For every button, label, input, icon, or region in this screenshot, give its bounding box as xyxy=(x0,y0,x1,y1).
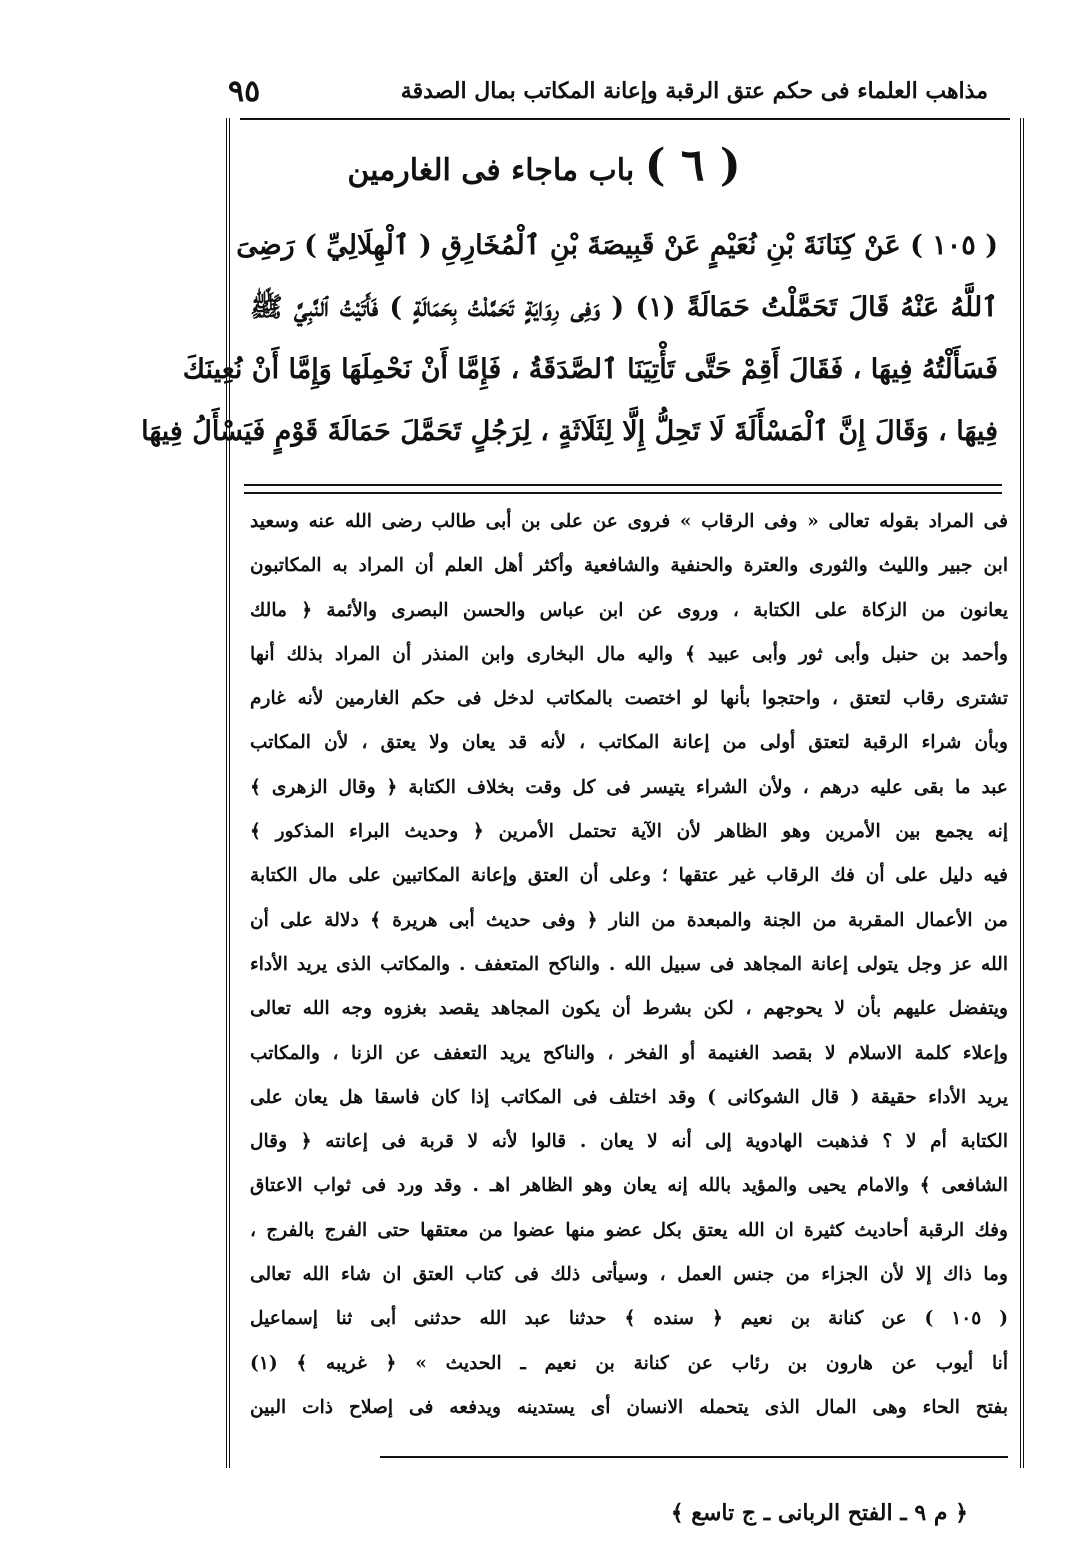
commentary-line: وإعلاء كلمة الاسلام لا بقصد الغنيمة أو الفخر ، والناكح يريد التعفف عن الزنا ، والمكاتب xyxy=(250,1042,1008,1064)
commentary-line: ( ١٠٥ ) عن كنانة بن نعيم ﴿ سنده ﴾ حدثنا عبد الله حدثنى أبى ثنا إسماعيل xyxy=(250,1308,1008,1330)
hadith-line: ٱللَّهُ عَنْهُ قَالَ تَحَمَّلْتُ حَمَالَةً (١) ( وَفِى رِوَايَةٍ تَحَمَّلْتُ بِحَمَالَةٍ ) فَأَتَيْتُ ٱلنَّبِيَّ ﷺ xyxy=(250,292,998,323)
commentary-line: وما ذاك إلا لأن الجزاء من جنس العمل ، وسيأتى ذلك فى كتاب العتق ان شاء الله تعالى xyxy=(250,1264,1008,1286)
commentary-line: يريد الأداء حقيقة ( قال الشوكانى ) وقد اختلف فى المكاتب إذا كان فاسقا هل يعان على xyxy=(250,1086,1008,1108)
hadith-text xyxy=(141,215,998,463)
commentary-line: ابن جبير والليث والثورى والعترة والحنفية والشافعية وأكثر أهل العلم أن المراد به المكاتبون xyxy=(250,555,1008,577)
commentary-line: الشافعى ﴾ والامام يحيى والمؤيد بالله إنه يعان وهو الظاهر اهـ . وقد ورد فى ثواب الاعتاق xyxy=(250,1175,1008,1197)
running-title: مذاهب العلماء فى حكم عتق الرقبة وإعانة المكاتب بمال الصدقة xyxy=(400,78,988,104)
commentary-line: فى المراد بقوله تعالى « وفى الرقاب » فروى عن على بن أبى طالب رضى الله عنه وسعيد xyxy=(250,511,1008,532)
commentary-line: فيه دليل على أن فك الرقاب غير عتقها ؛ وعلى أن العتق وإعانة المكاتبين على مال الكتابة xyxy=(250,865,1008,887)
commentary-line: وأحمد بن حنبل وأبى ثور وأبى عبيد ﴾ واليه مال البخارى وابن المنذر أن المراد بذلك أنها xyxy=(250,643,1008,665)
commentary-line: أنا أيوب عن هارون بن رئاب عن كنانة بن نعيم ـ الحديث » ﴿ غريبه ﴾ (١) xyxy=(250,1352,1008,1374)
hadith-line: فِيهَا ، وَقَالَ إِنَّ ٱلْمَسْأَلَةَ لَا تَحِلُّ إِلَّا لِثَلَاثَةٍ ، لِرَجُلٍ تَحَمَّلَ حَمَالَةَ قَوْمٍ فَيَسْأَلُ فِيهَا xyxy=(141,416,998,447)
footer-rule xyxy=(380,1456,1008,1458)
hadith-line: ( ١٠٥ ) عَنْ كِنَانَةَ بْنِ نُعَيْمٍ عَنْ قَبِيصَةَ بْنِ ٱلْمُخَارِقِ ( ٱلْهِلَالِيِّ ) رَضِىَ xyxy=(236,230,998,261)
chapter-heading xyxy=(0,140,1088,191)
commentary-line: الله عز وجل يتولى إعانة المجاهد فى سبيل الله . والناكح المتعفف . والمكاتب الذى يريد الأداء xyxy=(250,953,1008,975)
commentary-line: وبأن شراء الرقبة لتعتق أولى من إعانة المكاتب ، لأنه قد يعان ولا يعتق ، لأن المكاتب xyxy=(250,732,1008,754)
running-head xyxy=(228,70,988,112)
hadith-line: فَسَأَلْتُهُ فِيهَا ، فَقَالَ أَقِمْ حَتَّى تَأْتِيَنَا ٱلصَّدَقَةُ ، فَإِمَّا أَنْ نَحْمِلَهَا وَإِمَّا أَنْ نُعِينَكَ xyxy=(182,354,998,385)
page-footer: ﴿ م ٩ ـ الفتح الربانى ـ ج تاسع ﴾ xyxy=(670,1500,968,1526)
commentary-line: إنه يجمع بين الأمرين وهو الظاهر لأن الآية تحتمل الأمرين ﴿ وحديث البراء المذكور ﴾ xyxy=(250,821,1008,843)
chapter-title: باب ماجاء فى الغارمين xyxy=(347,153,635,188)
section-divider xyxy=(244,484,1002,494)
commentary-line: الكتابة أم لا ؟ فذهبت الهادوية إلى أنه لا يعان . قالوا لأنه لا قربة فى إعانته ﴿ وقال xyxy=(250,1131,1008,1153)
commentary-text xyxy=(250,500,1008,1430)
commentary-line: تشترى رقاب لتعتق ، واحتجوا بأنها لو اختصت بالمكاتب لدخل فى حكم الغارمين لأنه غارم xyxy=(250,688,1008,710)
commentary-line: يعانون من الزكاة على الكتابة ، وروى عن ابن عباس والحسن البصرى والأئمة ﴿ مالك xyxy=(250,599,1008,621)
chapter-number: ( ٦ ) xyxy=(644,140,741,191)
commentary-line: عبد ما بقى عليه درهم ، ولأن الشراء يتيسر فى كل وقت بخلاف الكتابة ﴿ وقال الزهرى ﴾ xyxy=(250,776,1008,798)
commentary-line: بفتح الحاء وهى المال الذى يتحمله الانسان أى يستدينه ويدفعه فى إصلاح ذات البين xyxy=(250,1396,1008,1418)
commentary-line: من الأعمال المقربة من الجنة والمبعدة من النار ﴿ وفى حديث أبى هريرة ﴾ دلالة على أن xyxy=(250,909,1008,931)
commentary-line: وفك الرقبة أحاديث كثيرة ان الله يعتق بكل عضو منها عضوا من معتقها حتى الفرج بالفرج ، xyxy=(250,1219,1008,1241)
page-number: ٩٥ xyxy=(228,73,261,109)
commentary-line: ويتفضل عليهم بأن لا يحوجهم ، لكن بشرط أن يكون المجاهد يقصد بغزوه وجه الله تعالى xyxy=(250,998,1008,1020)
